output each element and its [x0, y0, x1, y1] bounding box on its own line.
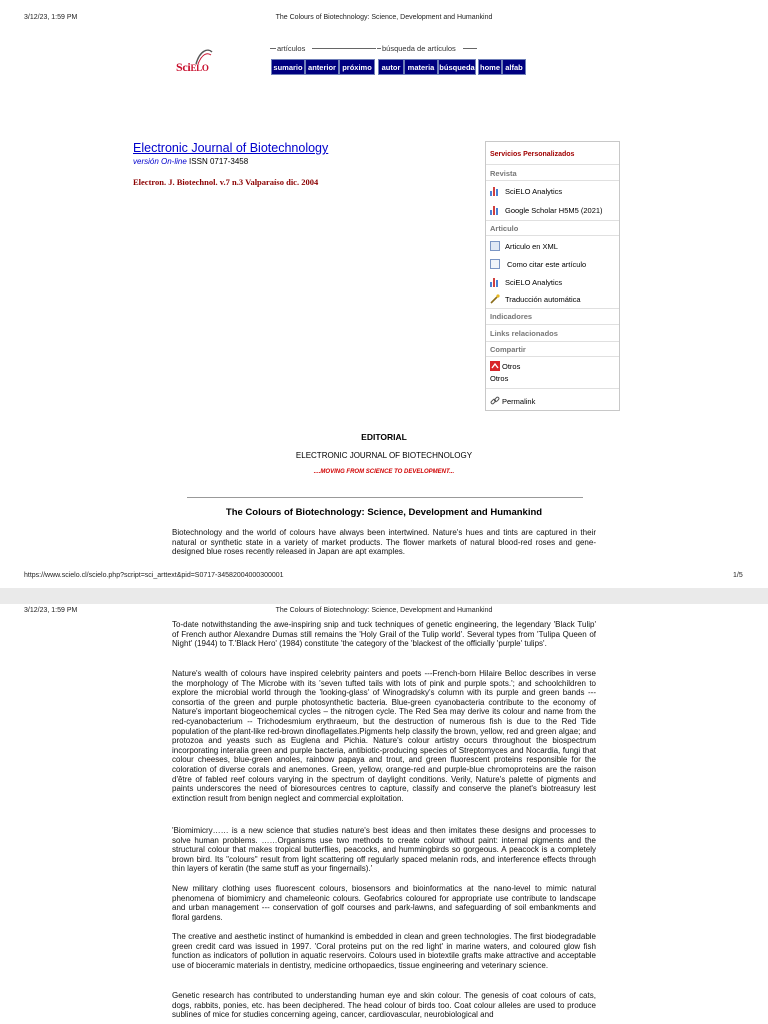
nav-home-button[interactable]: home — [478, 59, 502, 75]
bar-chart-icon — [490, 186, 500, 196]
journal-title-link[interactable]: Electronic Journal of Biotechnology — [133, 141, 329, 155]
logo-prefix: Sci — [176, 60, 191, 74]
sidebar-item-label: Google Scholar H5M5 (2021) — [505, 205, 603, 215]
nav-sumario-button[interactable]: sumario — [271, 59, 305, 75]
bar-chart-icon — [490, 277, 500, 287]
document-icon — [490, 259, 500, 269]
logo-suffix: ELO — [190, 63, 209, 73]
nav-group-search — [377, 44, 477, 56]
sidebar-item-permalink[interactable] — [490, 396, 535, 406]
journal-caps-title: ELECTRONIC JOURNAL OF BIOTECHNOLOGY — [295, 451, 473, 460]
nav-materia-button[interactable]: materia — [404, 59, 438, 75]
nav-proximo-button[interactable]: próximo — [339, 59, 375, 75]
sidebar-item-otros[interactable] — [490, 374, 508, 383]
sidebar-item-label: Traducción automática — [505, 294, 581, 304]
sidebar-section-revista: Revista — [490, 169, 517, 178]
link-icon — [490, 396, 500, 406]
print-footer-url: https://www.scielo.cl/scielo.php?script=sci_arttext&pid=S0717-34582004000300001 — [24, 572, 284, 579]
body-paragraph: To-date notwithstanding the awe-inspiring snip and tuck techniques of genetic engineering, the legendary 'Black Tulip' of French author Alexandre Dumas still remains the 'Holy Grail of the Tulip world'. Several types from 'Tulipa Queen of Night' (1944) to T.'Black Hero' (1984) constitute 'the category of the 'blackest of the officially 'purple' tulips'. — [172, 620, 596, 649]
sidebar-item-google-scholar[interactable] — [490, 205, 603, 215]
journal-issn — [133, 157, 248, 166]
sidebar-item-article-xml[interactable] — [490, 241, 558, 251]
section-divider — [187, 497, 583, 498]
body-paragraph: Nature's wealth of colours have inspired celebrity painters and poets ---French-born Hilaire Belloc describes in verse the morphology of The Microbe with its 'seven tufted tails with lots of pink and purple spots.'; and schoolchildren to explore the microbial world through the 'looking-glass' of Winogradsky's column with its purple and green bands ---consortia of the green and purple photosynthetic bacteria. Blue-green cyanobacteria contribute to the economy of Nature's important biogeochemical cycles – the nitrogen cycle. The Red Sea may derive its colour and name from the red-cyanobacterium -- Trichodesmium erythraeum, but the destruction of numerous fish is due to the Red Tide population of the plant-like red-brown dinoflagellates.Pigments help classify the brown, yellow, red and green algae; and protozoa and yeasts such as Euglena and Pichia. Nature's colour artistry occurs throughout the biospectrum incorporating interalia green and purple bacteria, antibiotic-producing species of Streptomyces and Nocardia, fungi that colour cheeses, blue-green anoles, rainbow papaya and trout, and green fluorescent proteins responsible for the coloration of diverse corals and anemones. Green, yellow, orange-red and purple-blue chromoproteins are the raison d'être of fabled reef colours varying in the spectrum of daylight conditions. Verily, Nature's palette of pigments and paints underscores the need of bioresources centres to capture, classify and conserve the planet's biotreasury lest extinction result from benign neglect and commercial exploitation. — [172, 669, 596, 803]
editorial-tagline: ....MOVING FROM SCIENCE TO DEVELOPMENT... — [313, 469, 455, 475]
journal-citation: Electron. J. Biotechnol. v.7 n.3 Valparaíso dic. 2004 — [133, 177, 319, 187]
print-page-number: 1/5 — [733, 572, 743, 579]
sidebar-section-links[interactable]: Links relacionados — [490, 329, 558, 338]
scielo-logo[interactable] — [176, 48, 226, 80]
issn-number: ISSN 0717-3458 — [189, 157, 249, 166]
sidebar-item-label: SciELO Analytics — [505, 186, 563, 196]
sidebar-title: Servicios Personalizados — [490, 151, 575, 158]
issn-version-label: versión On-line — [133, 157, 187, 166]
wand-icon — [490, 294, 500, 304]
sidebar-item-cite-article[interactable] — [490, 259, 586, 269]
services-sidebar — [485, 141, 620, 411]
sidebar-section-compartir: Compartir — [490, 345, 526, 354]
body-paragraph: Genetic research has contributed to understanding human eye and skin colour. The genesis of coat colours of cats, dogs, rabbits, ponies, etc. has been deciphered. The head colour of birds too. Coat colour alleles are used to produce sublines of mice for studies concerning ageing, cancer, cardiovascular, neurobiological and — [172, 991, 596, 1020]
nav-busqueda-button[interactable]: búsqueda — [438, 59, 476, 75]
sidebar-item-label: Como citar este artículo — [507, 259, 587, 269]
body-paragraph: 'Biomimicry…… is a new science that studies nature's best ideas and then imitates these designs and processes to solve human problems. ……Organisms use two methods to create colour without paint: internal pigments and the structural colour that makes tropical butterflies, peacocks, and hummingbirds so gorgeous. A peacock is a completely brown bird. Its "colours" result from light scattering off regularly spaced melanin rods, and interference effects through thin layers of keratin (the same stuff as your fingernails).' — [172, 826, 596, 874]
share-icon — [490, 361, 500, 371]
page-break — [0, 588, 768, 604]
sidebar-item-label: Otros — [490, 374, 509, 383]
article-title: The Colours of Biotechnology: Science, Development and Humankind — [225, 507, 543, 518]
nav-group-articles — [270, 44, 376, 56]
sidebar-item-label: Otros — [502, 361, 521, 371]
sidebar-item-label: Permalink — [502, 396, 536, 406]
sidebar-item-scielo-analytics-article[interactable] — [490, 277, 562, 287]
nav-group-search-label: búsqueda de artículos — [382, 44, 456, 53]
print-page-title-page2: The Colours of Biotechnology: Science, Development and Humankind — [275, 607, 493, 614]
sidebar-item-scielo-analytics-revista[interactable] — [490, 186, 562, 196]
intro-paragraph: Biotechnology and the world of colours have always been intertwined. Nature's hues and tints are captured in their natural or synthetic state in a variety of market products. The flower markets of natural blood-red roses and gene-designed blue roses recently released in Japan are apt examples. — [172, 528, 596, 557]
nav-autor-button[interactable]: autor — [378, 59, 404, 75]
sidebar-item-share-otros[interactable] — [490, 361, 520, 371]
print-page-title: The Colours of Biotechnology: Science, Development and Humankind — [275, 14, 493, 21]
sidebar-item-label: Articulo en XML — [505, 241, 558, 251]
sidebar-item-label: SciELO Analytics — [505, 277, 563, 287]
xml-document-icon — [490, 241, 500, 251]
body-paragraph: New military clothing uses fluorescent colours, biosensors and bioinformatics at the nano-level to mimic natural phenomena of biomimicry and chameleonic colours. Geofabrics coloured for appropriate use contribute to landscape and urban management --- conservation of golf courses and park-lawns, and safeguarding of soil embankments and floral gardens. — [172, 884, 596, 922]
sidebar-item-auto-translate[interactable] — [490, 294, 581, 304]
nav-alfab-button[interactable]: alfab — [502, 59, 526, 75]
sidebar-section-indicadores[interactable]: Indicadores — [490, 312, 533, 321]
print-datetime: 3/12/23, 1:59 PM — [24, 14, 78, 21]
body-paragraph: The creative and aesthetic instinct of humankind is embedded in clean and green technologies. The first biodegradable green credit card was issued in 1997. 'Coral proteins put on the red light' in marine waters, and coloured glow fish function as indicators of pollution in aquatic reservoirs. Colours used in biotextile grafts make attractive and acceptable use of bioceramic materials in dentistry, medicine orthopaedics, tissue engineering and veterinary science. — [172, 932, 596, 970]
bar-chart-icon — [490, 205, 500, 215]
sidebar-section-articulo: Articulo — [490, 224, 519, 233]
print-datetime-page2: 3/12/23, 1:59 PM — [24, 607, 78, 614]
nav-group-articles-label: artículos — [277, 44, 306, 53]
nav-anterior-button[interactable]: anterior — [305, 59, 339, 75]
editorial-label: EDITORIAL — [361, 432, 407, 442]
